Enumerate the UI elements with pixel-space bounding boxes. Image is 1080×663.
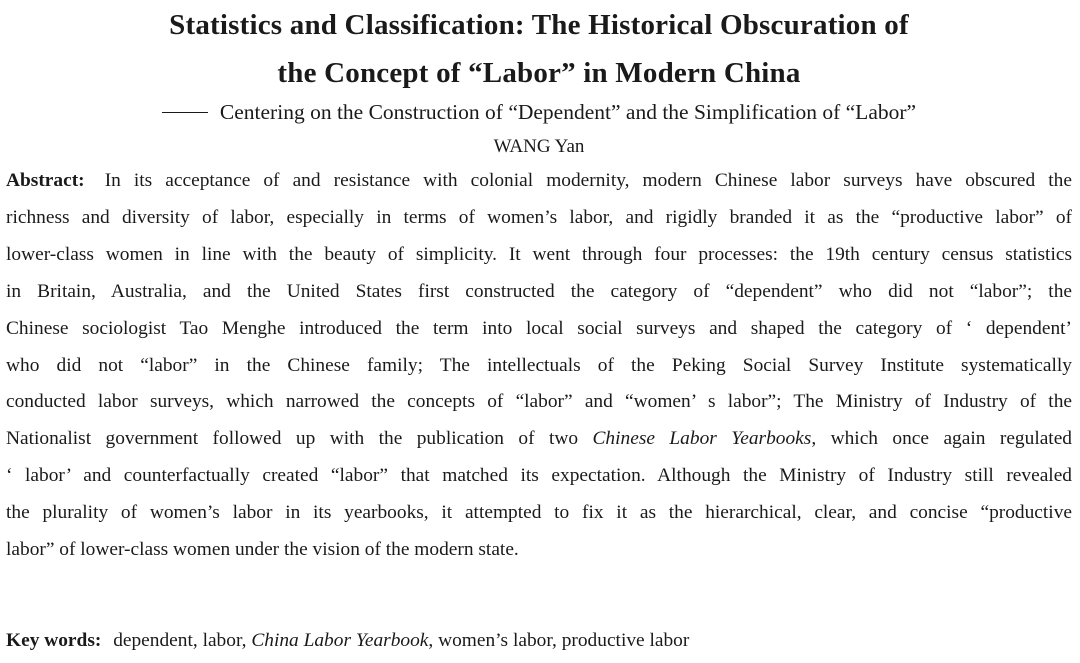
abstract-line-1: In its acceptance of and resistance with colonial modernity, modern Chinese labor surveys have obscured the	[104, 170, 1072, 191]
abstract-line-11: labor” of lower-class women under the vision of the modern state.	[6, 539, 519, 561]
abstract-line-4: in Britain, Australia, and the United States first constructed the category of “dependent” who did not “labor”; the	[6, 280, 1072, 302]
abstract-line-9: ‘ labor’ and counterfactually created “labor” that matched its expectation. Although the Ministry of Industry still revealed	[6, 465, 1072, 487]
subtitle-text: Centering on the Construction of “Dependent” and the Simplification of “Labor”	[219, 100, 917, 124]
abstract-line-7: conducted labor surveys, which narrowed the concepts of “labor” and “women’ s labor”; The Ministry of Industry of the	[6, 391, 1072, 413]
keywords-after: , women’s labor, productive labor	[428, 630, 690, 651]
keywords-label: Key words:	[6, 630, 102, 651]
paper-page	[6, 0, 1072, 651]
abstract-line	[6, 163, 1072, 200]
em-dash-rule	[162, 112, 208, 113]
yearbook-title-italic: Chinese Labor Yearbooks	[592, 428, 812, 450]
abstract-section	[6, 163, 1072, 569]
abstract-line-6: who did not “labor” in the Chinese family; The intellectuals of the Peking Social Survey Institute systematically	[6, 354, 1072, 376]
title-line-2: the Concept of “Labor” in Modern China	[277, 57, 801, 89]
title-line-1: Statistics and Classification: The Historical Obscuration of	[169, 9, 909, 41]
abstract-line-2: richness and diversity of labor, especially in terms of women’s labor, and rigidly branded it as the “productive labor” of	[6, 206, 1072, 228]
abstract-line-8	[6, 421, 1072, 458]
abstract-line-8-after: , which once again regulated	[811, 428, 1072, 450]
abstract-line-8-before: Nationalist government followed up with the publication of two	[6, 428, 593, 450]
keywords-italic: China Labor Yearbook	[251, 630, 429, 651]
paper-title	[6, 0, 1072, 97]
abstract-line-3: lower-class women in line with the beauty of simplicity. It went through four processes: the 19th century census statistics	[6, 243, 1072, 265]
keywords-section	[6, 624, 689, 658]
paper-subtitle	[6, 97, 1072, 127]
author-name: WANG Yan	[493, 136, 585, 157]
abstract-line-10: the plurality of women’s labor in its yearbooks, it attempted to fix it as the hierarchical, clear, and concise “productive	[6, 502, 1072, 524]
abstract-line-5: Chinese sociologist Tao Menghe introduced the term into local social surveys and shaped the category of ‘ dependent’	[6, 317, 1072, 339]
keywords-before: dependent, labor,	[113, 630, 252, 651]
abstract-label: Abstract:	[6, 170, 85, 191]
